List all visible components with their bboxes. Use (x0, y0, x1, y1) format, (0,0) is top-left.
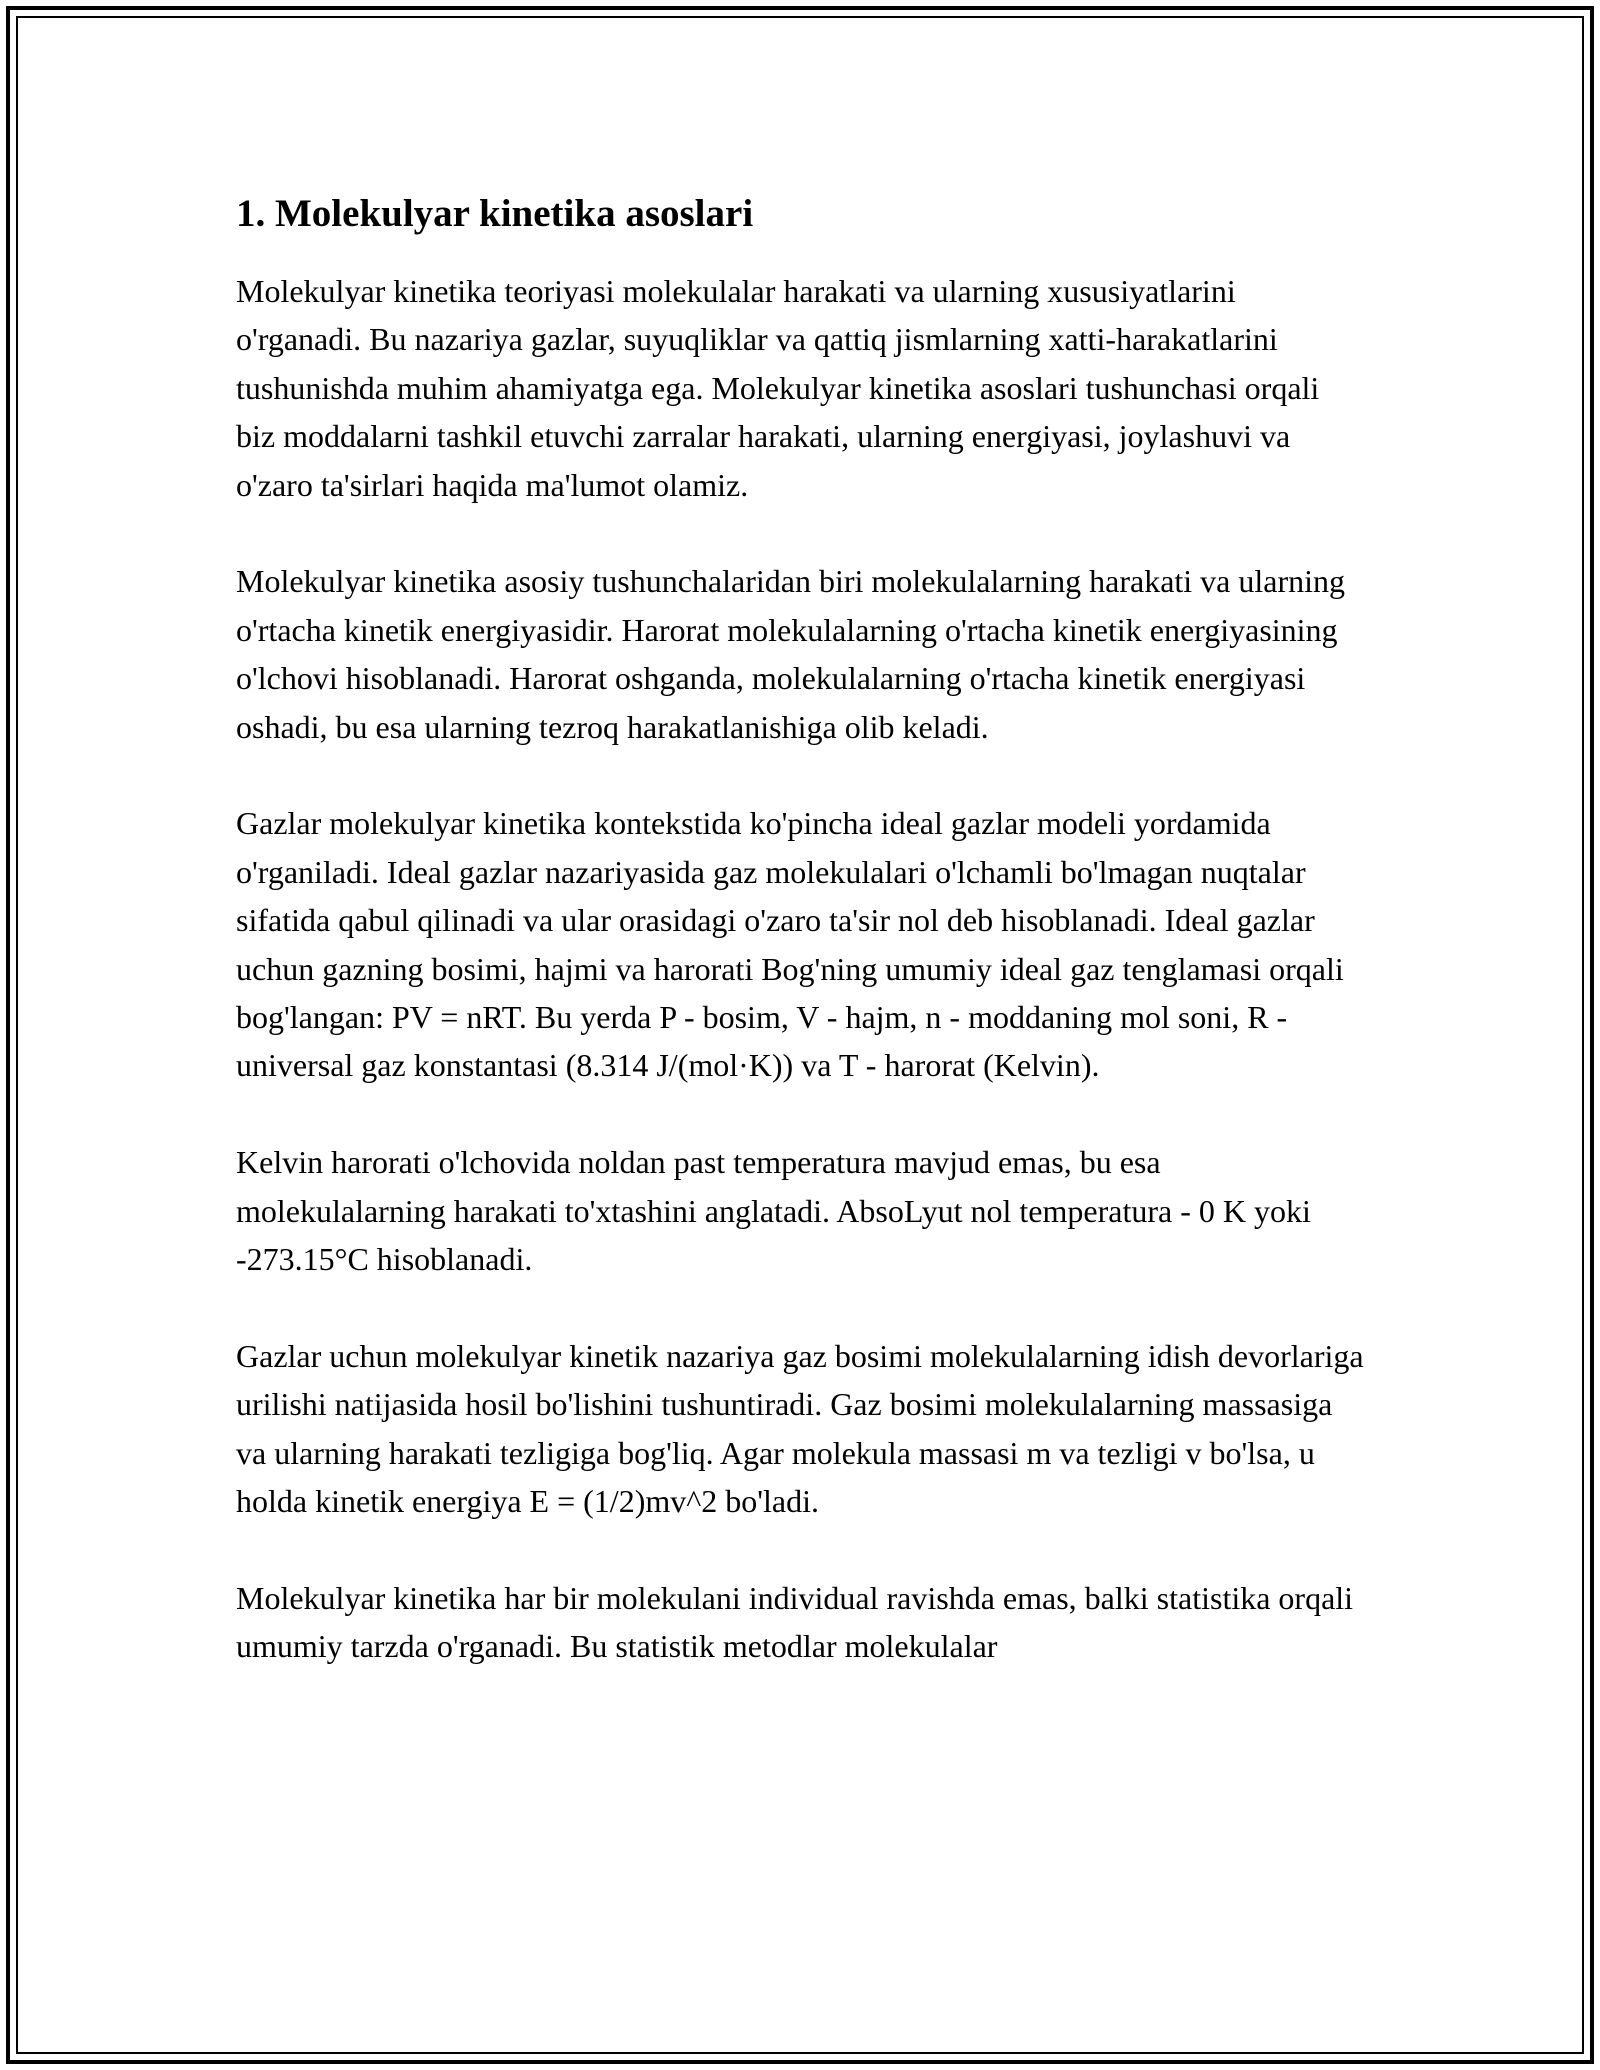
paragraph-kinetic-energy: Molekulyar kinetika asosiy tushunchalaridan biri molekulalarning harakati va ularning o'rtacha kinetik energiyasidir. Harorat molekulalarning o'rtacha kinetik energiyasining o'lchovi hisoblanadi. Harorat oshganda, molekulalarning o'rtacha kinetik energiyasi oshadi, bu esa ularning tezroq harakatlanishiga olib keladi. (236, 563, 1346, 745)
paragraph-gas-pressure: Gazlar uchun molekulyar kinetik nazariya gaz bosimi molekulalarning idish devorlariga urilishi natijasida hosil bo'lishini tushuntiradi. Gaz bosimi molekulalarning massasiga va ularning harakati tezligiga bog'liq. Agar molekula massasi m va tezligi v bo'lsa, u holda kinetik energiya E = (1/2)mv^2 bo'ladi. (236, 1337, 1364, 1520)
paragraph-kelvin: Kelvin harorati o'lchovida noldan past temperatura mavjud emas, bu esa molekulalarning harakati to'xtashini anglatadi. AbsoLyut nol temperatura - 0 K yoki -273.15°C hisoblanadi. (236, 1144, 1311, 1278)
section-heading: 1. Molekulyar kinetika asoslari (236, 192, 754, 235)
paragraph-intro: Molekulyar kinetika teoriyasi molekulalar harakati va ularning xususiyatlarini o'rganadi. Bu nazariya gazlar, suyuqliklar va qattiq jismlarning xatti-harakatlarini tushunishda muhim ahamiyatga ega. Molekulyar kinetika asoslari tushunchasi orqali biz moddalarni tashkil etuvchi zarralar harakati, ularning energiyasi, joylashuvi va o'zaro ta'sirlari haqida ma'lumot olamiz. (236, 273, 1320, 503)
paragraph-statistics: Molekulyar kinetika har bir molekulani individual ravishda emas, balki statistika orqali umumiy tarzda o'rganadi. Bu statistik metodlar molekulalar (236, 1579, 1354, 1665)
document-body (236, 185, 1366, 1719)
paragraph-ideal-gas: Gazlar molekulyar kinetika kontekstida ko'pincha ideal gazlar modeli yordamida o'rganiladi. Ideal gazlar nazariyasida gaz molekulalari o'lchamli bo'lmagan nuqtalar sifatida qabul qilinadi va ular orasidagi o'zaro ta'sir nol deb hisoblanadi. Ideal gazlar uchun gazning bosimi, hajmi va harorati Bog'ning umumiy ideal gaz tenglamasi orqali bog'langan: PV = nRT. Bu yerda P - bosim, V - hajm, n - moddaning mol soni, R - universal gaz konstantasi (8.314 J/(mol·K)) va T - harorat (Kelvin). (236, 805, 1344, 1084)
